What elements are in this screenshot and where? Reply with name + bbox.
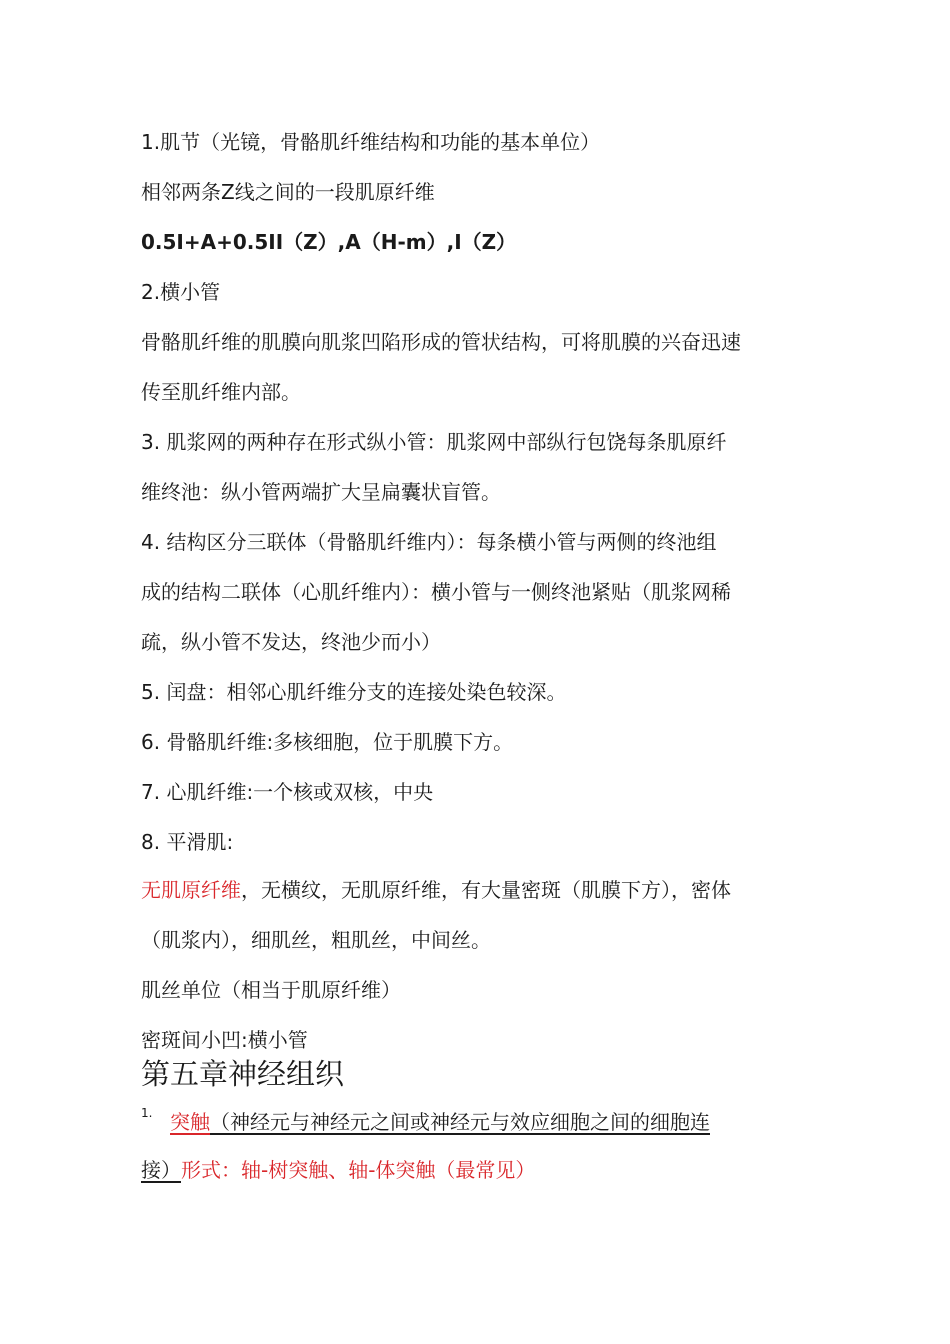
smooth-muscle-line-1 bbox=[141, 876, 731, 904]
synapse-line-1 bbox=[170, 1108, 710, 1136]
item-sarcoplasmic-reticulum-line-1: 3. 肌浆网的两种存在形式纵小管：肌浆网中部纵行包饶每条肌原纤 bbox=[141, 430, 727, 454]
synapse-forms: 形式：轴-树突触、轴-体突触（最常见） bbox=[181, 1158, 536, 1182]
item-sarcoplasmic-reticulum-line-2: 维终池：纵小管两端扩大呈扁囊状盲管。 bbox=[141, 480, 501, 504]
item-smooth-muscle-heading: 8. 平滑肌: bbox=[141, 830, 234, 854]
item-structure-line-1: 4. 结构区分三联体（骨骼肌纤维内）：每条横小管与两侧的终池组 bbox=[141, 530, 717, 554]
item-intercalated-disc: 5. 闰盘：相邻心肌纤维分支的连接处染色较深。 bbox=[141, 680, 567, 704]
item-cardiac-muscle-fiber: 7. 心肌纤维:一个核或双核，中央 bbox=[141, 780, 434, 804]
item-structure-line-3: 疏，纵小管不发达，终池少而小） bbox=[141, 630, 441, 654]
chapter-title: 第五章神经组织 bbox=[141, 1057, 345, 1091]
synapse-term: 突触 bbox=[170, 1110, 210, 1134]
item-structure-line-2: 成的结构二联体（心肌纤维内）：横小管与一侧终池紧贴（肌浆网稀 bbox=[141, 580, 731, 604]
item-skeletal-muscle-fiber: 6. 骨骼肌纤维:多核细胞，位于肌膜下方。 bbox=[141, 730, 514, 754]
smooth-muscle-highlight: 无肌原纤维 bbox=[141, 878, 241, 902]
smooth-muscle-line-2: （肌浆内），细肌丝，粗肌丝，中间丝。 bbox=[141, 928, 491, 952]
t-tubule-definition-line-1: 骨骼肌纤维的肌膜向肌浆凹陷形成的管状结构，可将肌膜的兴奋迅速 bbox=[141, 330, 741, 354]
synapse-number: 1. bbox=[141, 1106, 153, 1120]
synapse-definition-part-2: 接） bbox=[141, 1158, 181, 1182]
synapse-line-2 bbox=[141, 1156, 535, 1184]
item-sarcomere-heading: 1.肌节（光镜，骨骼肌纤维结构和功能的基本单位） bbox=[141, 130, 601, 154]
t-tubule-definition-line-2: 传至肌纤维内部。 bbox=[141, 380, 301, 404]
caveolae-note: 密斑间小凹:横小管 bbox=[141, 1028, 308, 1052]
myofilament-unit: 肌丝单位（相当于肌原纤维） bbox=[141, 978, 401, 1002]
sarcomere-formula: 0.5I+A+0.5II（Z）,A（H-m）,I（Z） bbox=[141, 230, 517, 254]
item-t-tubule-heading: 2.横小管 bbox=[141, 280, 221, 304]
synapse-definition-part-1: （神经元与神经元之间或神经元与效应细胞之间的细胞连 bbox=[210, 1110, 710, 1134]
sarcomere-definition: 相邻两条Z线之间的一段肌原纤维 bbox=[141, 180, 435, 204]
smooth-muscle-line-1-rest: ，无横纹，无肌原纤维，有大量密斑（肌膜下方），密体 bbox=[241, 878, 731, 902]
